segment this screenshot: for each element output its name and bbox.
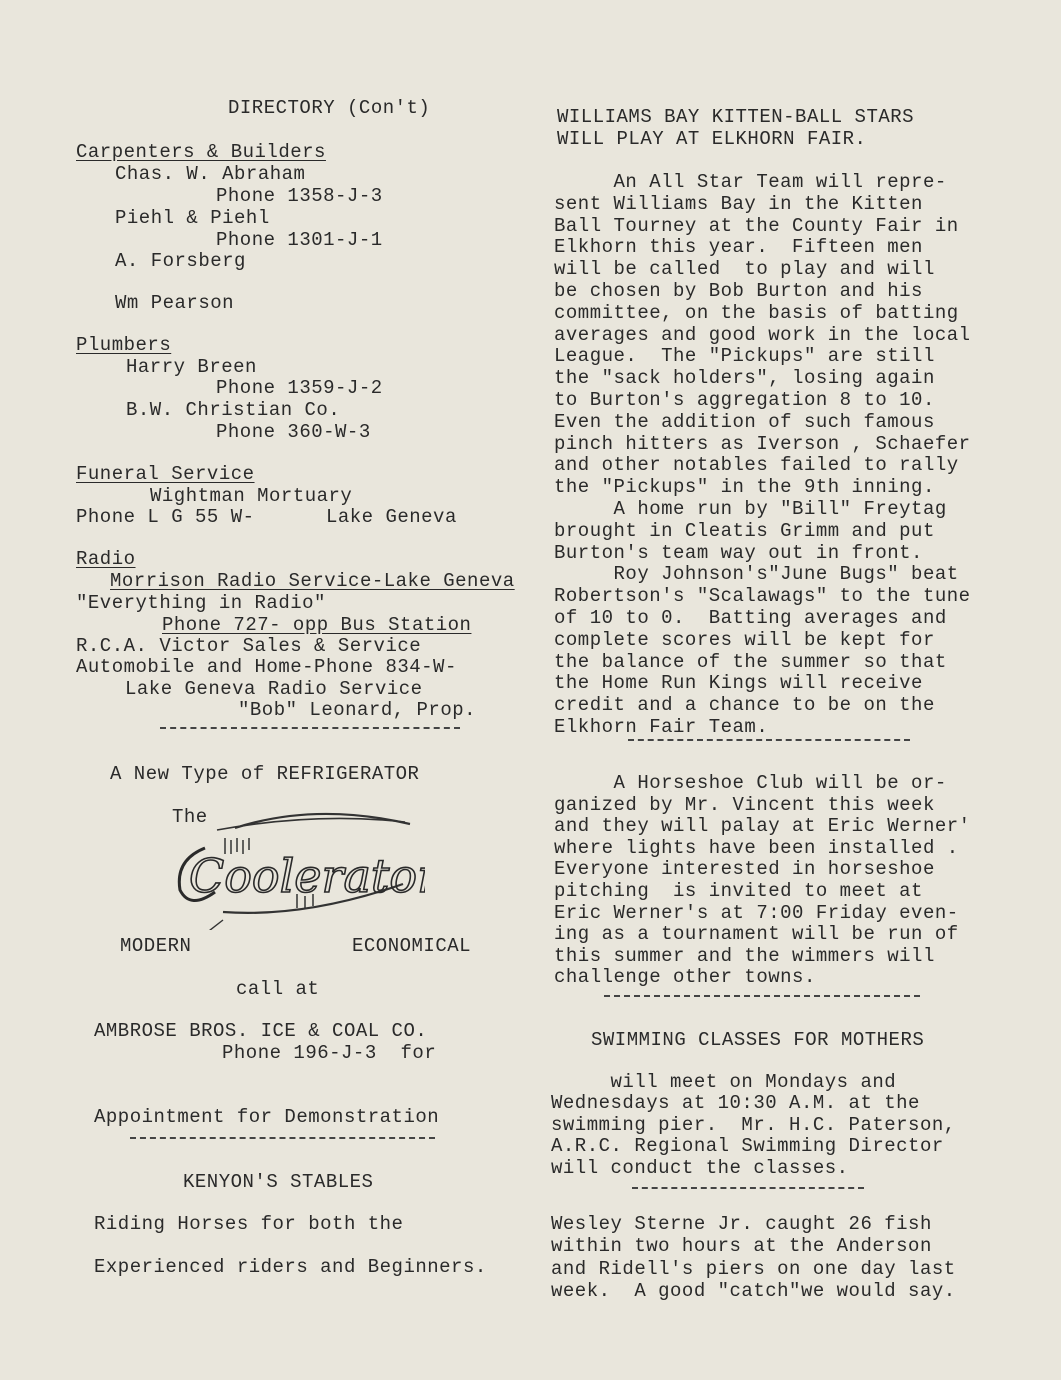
- article-line: Even the addition of such famous: [554, 410, 935, 433]
- refrigerator-economical: ECONOMICAL: [352, 935, 472, 957]
- carpenter-phone: Phone 1301-J-1: [216, 229, 383, 251]
- article-line: sent Williams Bay in the Kitten: [554, 192, 923, 215]
- article-line: the "Pickups" in the 9th inning.: [554, 476, 935, 499]
- refrigerator-appointment: Appointment for Demonstration: [94, 1106, 440, 1128]
- article-line: will be called to play and will: [554, 258, 935, 281]
- article-line: be chosen by Bob Burton and his: [554, 280, 923, 302]
- article-line: week. A good "catch"we would say.: [551, 1279, 956, 1302]
- article-line: will meet on Mondays and: [551, 1071, 897, 1093]
- article-line: ganized by Mr. Vincent this week: [554, 793, 935, 816]
- plumber-phone: Phone 1359-J-2: [216, 377, 383, 399]
- article-line: this summer and the wimmers will: [554, 944, 935, 967]
- divider: [604, 995, 920, 997]
- divider: [130, 1137, 435, 1139]
- stables-line: Experienced riders and Beginners.: [94, 1256, 487, 1278]
- plumber-entry: B.W. Christian Co.: [126, 399, 341, 421]
- article-line: where lights have been installed .: [554, 836, 959, 859]
- kitten-ball-headline: WILL PLAY AT ELKHORN FAIR.: [557, 128, 867, 150]
- article-line: Eric Werner's at 7:00 Friday even-: [554, 901, 959, 924]
- article-line: and other notables failed to rally: [554, 454, 959, 477]
- article-line: Robertson's "Scalawags" to the tune: [554, 585, 971, 608]
- article-line: swimming pier. Mr. H.C. Paterson,: [551, 1113, 956, 1136]
- divider: [632, 1187, 864, 1189]
- article-line: complete scores will be kept for: [554, 628, 935, 651]
- article-line: A.R.C. Regional Swimming Director: [551, 1135, 944, 1158]
- article-line: An All Star Team will repre-: [554, 171, 947, 193]
- radio-entry: Automobile and Home-Phone 834-W-: [76, 656, 457, 678]
- radio-entry: Phone 727- opp Bus Station: [162, 614, 472, 636]
- coolerator-logo: [165, 800, 425, 930]
- funeral-phone: Phone L G 55 W- Lake Geneva: [76, 506, 457, 528]
- article-line: and Ridell's piers on one day last: [551, 1257, 956, 1280]
- stables-line: Riding Horses for both the: [94, 1213, 404, 1235]
- divider: [628, 739, 910, 741]
- article-line: committee, on the basis of batting: [554, 301, 959, 324]
- radio-entry: Lake Geneva Radio Service: [125, 678, 423, 700]
- radio-entry: Morrison Radio Service-Lake Geneva: [110, 570, 515, 592]
- article-line: ing as a tournament will be run of: [554, 923, 959, 946]
- article-line: the balance of the summer so that: [554, 650, 947, 673]
- coolerator-logo-art: [165, 800, 425, 930]
- radio-entry: "Everything in Radio": [76, 592, 326, 614]
- article-line: will conduct the classes.: [551, 1156, 849, 1179]
- radio-entry: "Bob" Leonard, Prop.: [238, 699, 477, 721]
- carpenter-entry: Wm Pearson: [115, 292, 235, 314]
- swimming-title: SWIMMING CLASSES FOR MOTHERS: [591, 1029, 925, 1051]
- article-line: Burton's team way out in front.: [554, 541, 923, 564]
- directory-header: DIRECTORY (Con't): [228, 97, 431, 119]
- stables-title: KENYON'S STABLES: [183, 1171, 374, 1193]
- article-line: within two hours at the Anderson: [551, 1235, 932, 1258]
- article-line: challenge other towns.: [554, 966, 816, 989]
- article-line: brought in Cleatis Grimm and put: [554, 519, 935, 542]
- refrigerator-the: The: [172, 806, 208, 828]
- article-line: credit and a chance to be on the: [554, 694, 935, 717]
- refrigerator-modern: MODERN: [120, 935, 192, 957]
- article-line: Elkhorn Fair Team.: [554, 716, 769, 738]
- article-line: pitching is invited to meet at: [554, 880, 923, 902]
- refrigerator-title: A New Type of REFRIGERATOR: [110, 763, 420, 785]
- radio-heading: Radio: [76, 548, 136, 570]
- article-line: the "sack holders", losing again: [554, 367, 935, 390]
- carpenter-phone: Phone 1358-J-3: [216, 185, 383, 207]
- article-line: and they will palay at Eric Werner': [554, 815, 971, 838]
- carpenter-entry: A. Forsberg: [115, 250, 246, 272]
- article-line: Everyone interested in horseshoe: [554, 858, 935, 881]
- article-line: Ball Tourney at the County Fair in: [554, 214, 959, 237]
- carpenter-entry: Piehl & Piehl: [115, 207, 270, 229]
- article-line: pinch hitters as Iverson , Schaefer: [554, 432, 971, 455]
- article-line: A home run by "Bill" Freytag: [554, 498, 947, 520]
- refrigerator-call: call at: [236, 978, 320, 1000]
- carpenter-entry: Chas. W. Abraham: [115, 163, 306, 185]
- article-line: Wednesdays at 10:30 A.M. at the: [551, 1092, 920, 1115]
- plumber-entry: Harry Breen: [126, 356, 257, 378]
- article-line: Elkhorn this year. Fifteen men: [554, 236, 923, 259]
- plumber-phone: Phone 360-W-3: [216, 421, 371, 443]
- article-line: Roy Johnson's"June Bugs" beat: [554, 563, 959, 586]
- article-line: to Burton's aggregation 8 to 10.: [554, 389, 935, 411]
- article-line: averages and good work in the local: [554, 323, 971, 346]
- refrigerator-company: AMBROSE BROS. ICE & COAL CO.: [94, 1020, 428, 1042]
- radio-entry: R.C.A. Victor Sales & Service: [76, 635, 422, 657]
- logo-lettering: Coolerator: [189, 849, 425, 903]
- article-line: League. The "Pickups" are still: [554, 345, 935, 368]
- article-line: the Home Run Kings will receive: [554, 672, 923, 695]
- funeral-heading: Funeral Service: [76, 463, 255, 485]
- article-line: of 10 to 0. Batting averages and: [554, 607, 947, 629]
- divider: [160, 727, 460, 729]
- plumbers-heading: Plumbers: [76, 334, 172, 356]
- refrigerator-phone: Phone 196-J-3 for: [222, 1042, 437, 1064]
- kitten-ball-headline: WILLIAMS BAY KITTEN-BALL STARS: [557, 106, 915, 128]
- funeral-entry: Wightman Mortuary: [150, 485, 353, 507]
- carpenters-heading: Carpenters & Builders: [76, 141, 326, 163]
- article-line: Wesley Sterne Jr. caught 26 fish: [551, 1213, 932, 1235]
- article-line: A Horseshoe Club will be or-: [554, 772, 947, 794]
